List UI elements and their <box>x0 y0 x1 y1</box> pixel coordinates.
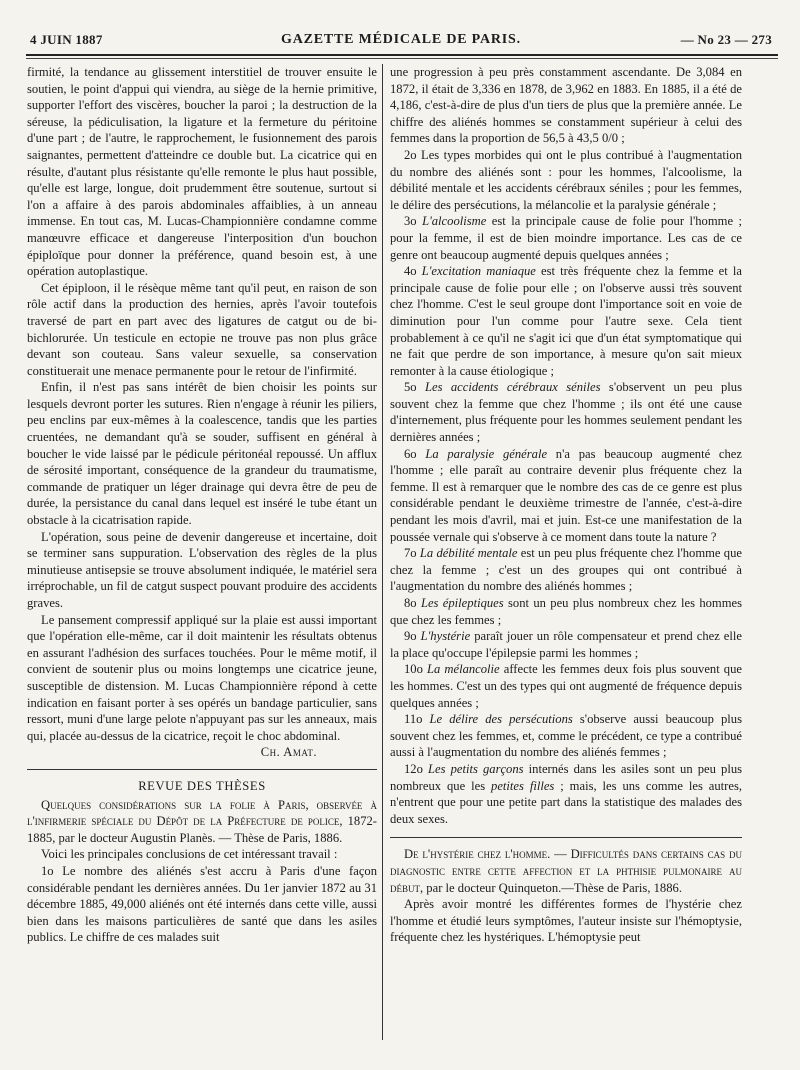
item-number: 3o <box>404 214 423 229</box>
item-term: petites filles <box>491 778 555 793</box>
item-text: paraît jouer un rôle compensateur et prend chez elle la place qu'occupe l'épilepsie parmi les hommes ; <box>390 629 742 660</box>
header-title: GAZETTE MÉDICALE DE PARIS. <box>281 32 521 47</box>
item-number: 8o <box>404 596 421 610</box>
thesis-citation: 1872-1885, par le docteur Augustin Planès. — Thèse de Paris, 1886. <box>27 814 377 845</box>
item-number: 4o <box>404 264 422 279</box>
paragraph <box>390 545 742 595</box>
paragraph: Après avoir montré les différentes formes de l'hystérie chez l'homme et étudié leurs symptômes, l'auteur insiste sur l'hémoptysie, fréquente chez les hystériques. L'hémoptysie peut <box>390 897 742 945</box>
item-text: ; mais, les uns comme les autres, n'entrent que pour une petite part dans la statistique des malades des deux sexes. <box>390 778 743 826</box>
item-term: Les accidents cérébraux séniles <box>424 380 601 395</box>
paragraph: 1o Le nombre des aliénés s'est accru à Paris d'une façon considérable pendant les dernières années. Du 1er janvier 1872 au 31 décembre 1885, 49,000 aliénés ont été internés dans cette ville, aussi bien dans les maisons particulières de santé que dans les asiles publics. Le chiffre de ces malades suit <box>27 863 377 945</box>
paragraph <box>390 446 742 546</box>
item-number: 9o <box>404 629 421 644</box>
item-text: sont un peu plus nombreux chez les hommes que chez les femmes ; <box>390 596 743 627</box>
paragraph <box>390 379 742 445</box>
paragraph <box>390 711 742 761</box>
paragraph: une progression à peu près constamment ascendante. De 3,084 en 1872, il était de 3,336 en 1878, de 3,962 en 1883. En 1885, il a été de 4,186, c'est-à-dire de plus d'un tiers de plus que la première année. Le chiffre des aliénés hommes se constamment supérieur à celui des femmes dans la proportion de 56,5 à 43,5 0/0 ; <box>390 65 742 146</box>
author-signature: Ch. Amat. <box>260 745 317 760</box>
item-text: n'a pas beaucoup augmenté chez l'homme ; elle paraît au contraire devenir plus fréquente chez la femme. Il est à remarquer que le nombre des cas de ce genre est plus considérable pendant le deuxième trimestre de l'année, c'est-à-dire pendant les mois d'avril, mai et juin. Est-ce une manifestation de la poussée vernale qui s'observe à ce moment dans toute la nature ? <box>390 446 742 544</box>
item-text: s'observent un peu plus souvent chez la femme que chez l'homme ; ils ont été une cause d'internement, plus fréquente pour les hommes seulement pendant les dernières années ; <box>390 380 743 445</box>
paragraph: Voici les principales conclusions de cet intéressant travail : <box>41 847 338 862</box>
paragraph <box>390 628 742 661</box>
paragraph <box>390 213 742 263</box>
item-text: s'observe aussi beaucoup plus souvent chez les femmes, et, comme le précédent, ce type a contribué aussi à l'augmentation du nombre des aliénés femmes ; <box>390 712 742 760</box>
item-term: La débilité mentale <box>419 546 518 561</box>
item-term: L'excitation maniaque <box>421 264 536 279</box>
item-number: 12o <box>404 761 428 776</box>
item-term: La mélancolie <box>426 662 500 677</box>
paragraph <box>390 263 742 379</box>
left-column <box>27 64 377 946</box>
paragraph <box>390 661 742 711</box>
item-text: est la principale cause de folie pour l'homme ; pour la femme, il est de bien moindre importance. Les cas de ce genre ont beaucoup augmenté depuis quelques années ; <box>390 214 742 262</box>
thesis-title: Quelques considérations sur la folie à Paris, observée à l'infirmerie spéciale du Dépôt de la Préfecture de police, <box>27 797 377 829</box>
item-term: Les épileptiques <box>420 596 504 610</box>
section-rule <box>390 837 742 838</box>
right-column <box>390 64 742 946</box>
item-term: L'hystérie <box>420 629 471 644</box>
item-text: est un peu plus fréquente chez l'homme que chez la femme ; c'est un des groupes qui ont contribué à l'augmentation du nombre des aliénés hommes ; <box>390 546 742 594</box>
header-date: 4 JUIN 1887 <box>30 32 103 47</box>
item-number: 6o <box>404 446 426 461</box>
thesis-heading <box>390 846 742 896</box>
header-rule <box>26 54 778 56</box>
section-title: REVUE DES THÈSES <box>138 778 266 793</box>
item-text: internés dans les asiles sont un peu plus nombreux que les <box>390 761 743 793</box>
item-term: L'alcoolisme <box>422 214 487 229</box>
item-term: Les petits garçons <box>428 761 524 776</box>
thesis-title: De l'hystérie chez l'homme. — Difficultés dans certains cas du diagnostic entre cette affection et la phthisie pulmonaire au début, <box>390 847 742 895</box>
paragraph: Cet épiploon, il le résèque même tant qu'il peut, en raison de son rôle actif dans la production des hernies, après l'avoir toutefois traversé de part en part avec des ligatures de catgut ou de bi-bichlorurée. Un testicule en ectopie ne trouve pas non plus grâce devant son couteau. Sans valeur sexuelle, sa conservation constituerait une menace permanente pour le retour de l'infirmité. <box>27 280 377 378</box>
item-term: La paralysie générale <box>425 446 548 461</box>
item-number: 11o <box>404 712 430 727</box>
thesis-heading <box>27 797 377 847</box>
thesis-citation: par le docteur Quinqueton.—Thèse de Paris, 1886. <box>423 880 682 895</box>
header-rule-thin <box>26 58 778 59</box>
item-number: 5o <box>404 380 425 395</box>
paragraph: L'opération, sous peine de devenir dangereuse et incertaine, doit se terminer sans suppuration. L'observation des règles de la plus minutieuse antisepsie se trouve absolument indiquée, le matériel sera irréprochable, un fil de catgut suspect pouvant produire des accidents graves. <box>27 529 377 610</box>
paragraph <box>390 761 742 827</box>
item-number: 7o <box>404 546 420 561</box>
item-text: est très fréquente chez la femme et la principale cause de folie pour elle ; on l'observe aussi très souvent chez l'homme. C'est le seul groupe dont l'importance soit en voie de diminution pour l'un comme pour l'autre sexe. Cela tient probablement à ce qu'il ne s'agit ici que d'un état symptomatique qui ne fait que perdre de son importance, à mesure qu'on sait mieux remonter à la cause étiologique ; <box>390 264 742 378</box>
page-header <box>30 30 772 52</box>
paragraph: 2o Les types morbides qui ont le plus contribué à l'augmentation du nombre des aliénés sont : pour les hommes, l'alcoolisme, la débilité mentale et les accidents cérébraux séniles ; pour les femmes, le délire des persécutions, la mélancolie et la paralysie générale ; <box>390 147 742 212</box>
item-text: affecte les femmes deux fois plus souvent que les hommes. C'est un des types qui ont augmenté de fréquence depuis quelques années ; <box>390 662 742 710</box>
column-divider <box>382 64 383 1040</box>
paragraph: Enfin, il n'est pas sans intérêt de bien choisir les points sur lesquels devront porter les sutures. Rien n'engage à réunir les piliers, peu enclins par eux-mêmes à la coalescence, tandis que les parties cruentées, ne demandant qu'à se souder, suffisent en général à boucher le vide laissé par le pédicule péritonéal repoussé. Un afflux de sérosité important, conséquence de la grandeur du traumatisme, commande de pratiquer un léger drainage qui devra être de peu de durée, la persistance du canal dans lequel est inséré le tube étant un obstacle à la cicatrisation rapide. <box>27 380 377 528</box>
paragraph: Le pansement compressif appliqué sur la plaie est aussi important que l'opération elle-même, car il doit maintenir les résultats obtenus en assurant l'adhésion des surfaces touchées. Pour le même motif, il convient de soutenir plus ou moins longtemps une cicatrice jeune, susceptible de distension. M. Lucas Championnière répond à cette indication en faisant porter à ses opérés un bandage particulier, sans ressort, muni d'une large pelote n'appuyant pas sur les anneaux, mais qui, placée au-dessus de la cicatrice, reçoit le choc abdominal. <box>27 612 377 743</box>
paragraph <box>390 595 742 628</box>
section-rule <box>27 769 377 770</box>
item-term: Le délire des persécutions <box>429 712 573 727</box>
header-issue-number: — No 23 — 273 <box>680 32 772 47</box>
item-number: 10o <box>404 662 427 677</box>
paragraph: firmité, la tendance au glissement interstitiel de trouver ensuite le soutien, le point d'appui qui viendra, au siège de la hernie primitive, supporter l'effort des viscères, boucher la paroi ; la destruction de la séreuse, la pédiculisation, la ligature et la fermeture du péritoine d'une part ; de l'autre, le rapprochement, le fusionnement des parois saignantes, permettent d'atteindre ce double but. La cicatrice qui en résulte, d'autant plus résistante qu'elle remonte le plus haut possible, qu'elle est large, longue, doit prudemment être soutenue, surtout si l'on a affaire à des parois abdominales affaiblies, à un anneau immense. En tout cas, M. Lucas-Championnière condamne comme manœuvre efficace et dangereuse l'interposition d'un bouchon épiploïque pour donner la préférence, quand besoin est, à une opération autoplastique. <box>27 65 377 279</box>
